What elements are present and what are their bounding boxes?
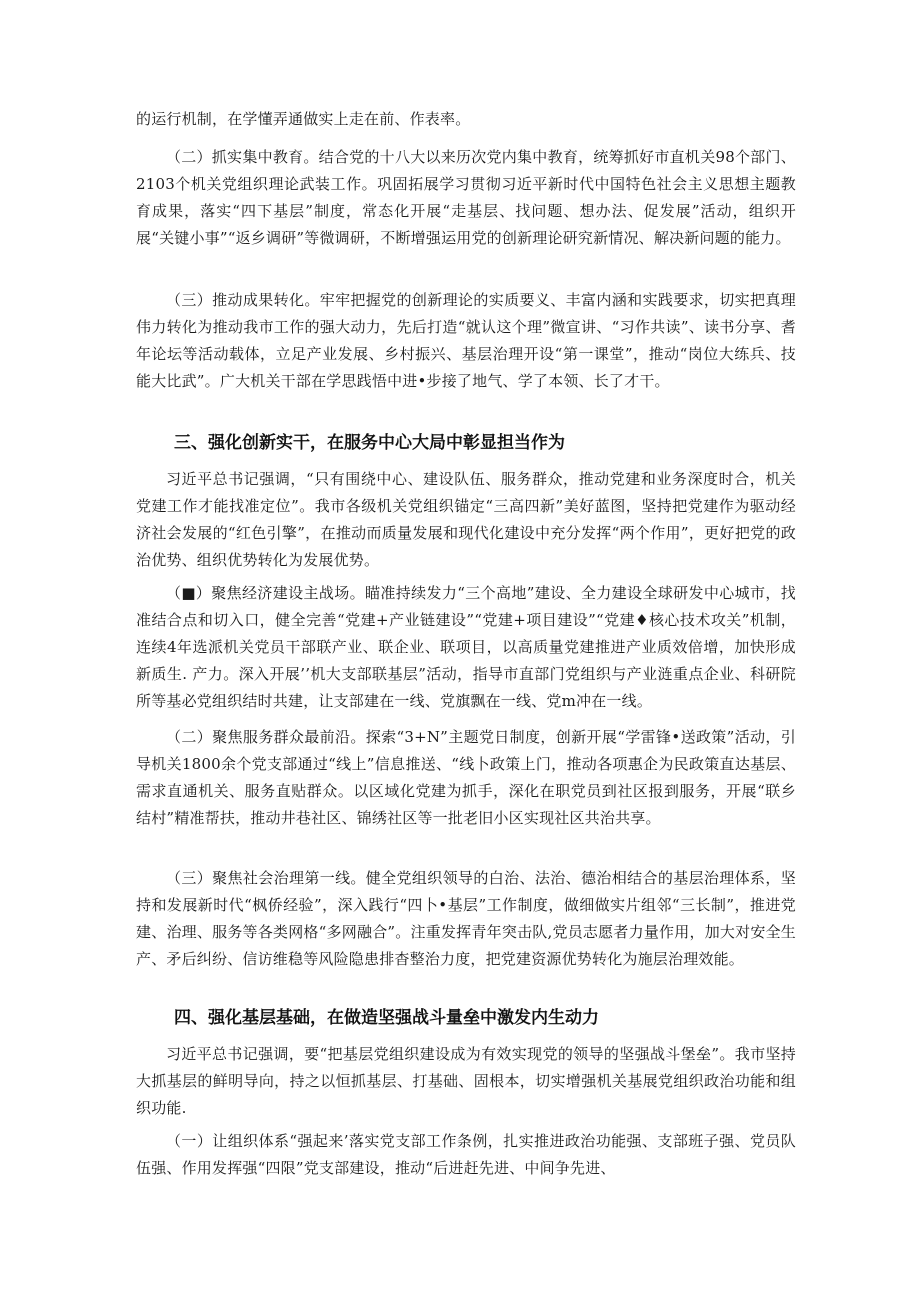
paragraph-economic-construction: （■）聚焦经济建设主战场。瞄准持续发力“三个高地”建设、全力建设全球研发中心城市，找准结合点和切入口，健全完善“党建+产业链建设”“党建+项目建设”“党建♦核心技术攻关”机制，连续4年选派机关党员干部联产业、联企业、联项目，以高质量党建推进产业质效倍增，加快形成新质生. 产力。深入开展’’机大支部联基层”活动，指导市直部门党组织与产业涟重点企业、科研院所等基必党组织结时共建，让支部建在一线、党旗飘在一线、党m冲在一线。 <box>136 584 796 710</box>
paragraph-achievement-transformation: （三）推动成果转化。牢牢把握党的创新理论的实质要义、丰富内涵和实践要求，切实把真理伟力转化为推动我市工作的强大动力，先后打造“就认这个理”微宣讲、“习作共读”、读书分享、耆年论坛等活动载体，立足产业发展、乡村振兴、基层治理开设“第一课堂”，推动“岗位大练兵、技能大比武”。广大机关干部在学思践悟中进•步接了地气、学了本领、长了才干。 <box>136 291 796 390</box>
paragraph-centralized-education: （二）抓实集中教育。结合党的十八大以来历次党内集中教育，统筹抓好市直机关98个部门、2103个机关党组织理论武装工作。巩固拓展学习贯彻习近平新时代中国特色社会主义思想主题教育成果，落实“四下基层”制度，常态化开展“走基层、找问题、想办法、促发展”活动，组织开展“关键小事”“返乡调研”等微调研，不断增强运用党的创新理论研究新情况、解决新问题的能力。 <box>136 148 796 247</box>
paragraph-section3-intro: 习近平总书记强调，“只有围绕中心、建设队伍、服务群众，推动党建和业务深度时合，机关党建工作才能找准定位”。我市各级机关党组织锚定“三高四新”美好蓝图，坚持把党建作为驱动经济社会发展的“红色引擎”，在推动而质量发展和现代化建设中充分发挥“两个作用”，更好把党的政治优势、组织优势转化为发展优势。 <box>136 470 796 569</box>
section-heading-3: 三、强化创新实干，在服务中心大局中彰显担当作为 <box>174 433 565 453</box>
paragraph-serving-masses: （二）聚焦服务群众最前沿。探索“3+N”主题党日制度，创新开展“学雷锋•送政策”活动，引导机关1800余个党支部通过“线上”信息推送、“线卜政策上门，推动各项惠企为民政策直达基层、需求直通机关、服务直贴群众。以区域化党建为抓手，深化在职党员到社区报到服务，开展“联乡结村”精准帮扶，推动井巷社区、锦绣社区等一批老旧小区实现社区共治共享。 <box>136 728 796 827</box>
paragraph-organization-system: （一）让组织体系“强起来’落实党支部工作条例，扎实推进政治功能强、支部班子强、党员队伍强、作用发挥强“四限”党支部建设，推动“后进赶先进、中间争先进、 <box>136 1132 796 1177</box>
paragraph-social-governance: （三）聚焦社会治理第一线。健全党组织领导的白治、法治、德治相结合的基层治理体系，坚持和发展新时代“枫侨经验”，深入践行“四卜•基层”工作制度，做细做实片组邻“三长制”，推进党建、治理、服务等各类网格“多网融合”。注重发挥青年突击队,党员志愿者力量作用，加大对安全生产、矛后纠纷、信访维稳等风险隐患排杳整治力度，把党建资源优势转化为施层治理效能。 <box>136 869 796 968</box>
paragraph-section4-intro: 习近平总书记强调，要“把基层党组织建设成为有效实现党的领导的坚强战斗堡垒”。我市坚持大抓基层的鲜明导向，持之以恒抓基层、打基础、固根本，切实增强机关基展党组织政治功能和组织功能. <box>136 1045 796 1117</box>
section-heading-4: 四、强化基层基础，在做造坚强战斗量垒中激发内生动力 <box>174 1008 599 1028</box>
paragraph-continuation: 的运行机制，在学懂弄通做实上走在前、作表率。 <box>136 110 471 128</box>
